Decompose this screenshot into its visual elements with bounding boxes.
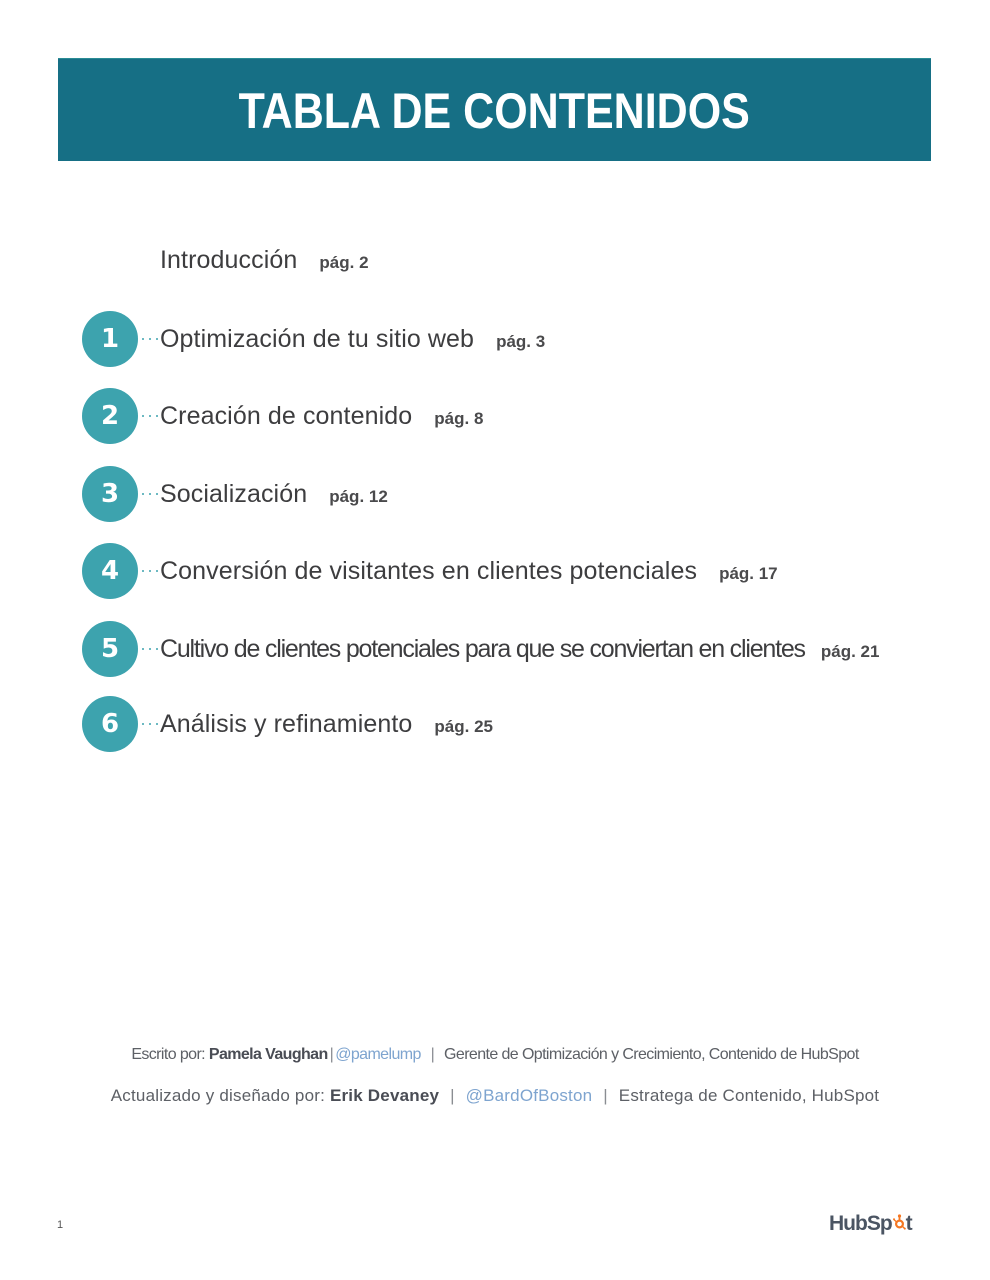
- chapter-number-badge: 2: [82, 388, 138, 444]
- logo-text-end: t: [905, 1212, 912, 1235]
- toc-item-page: pág. 8: [434, 408, 484, 428]
- toc-item-title: Creación de contenido: [160, 401, 413, 430]
- credit-separator: |: [603, 1086, 608, 1105]
- author-name: Pamela Vaughan: [208, 1046, 328, 1063]
- dotted-leader-icon: [138, 648, 160, 650]
- dotted-leader-icon: [138, 415, 160, 417]
- chapter-number-badge: 6: [82, 696, 138, 752]
- credit-separator: |: [450, 1086, 455, 1105]
- designer-name: Erik Devaney: [329, 1086, 440, 1105]
- author-role: Gerente de Optimización y Crecimiento, Contenido de HubSpot: [444, 1046, 859, 1063]
- toc-item-5[interactable]: [82, 621, 879, 677]
- toc-item-page: pág. 21: [820, 641, 880, 661]
- toc-item-title: Optimización de tu sitio web: [160, 324, 475, 353]
- chapter-number-badge: 5: [82, 621, 138, 677]
- toc-item-3[interactable]: [82, 466, 388, 522]
- credit-separator: |: [430, 1046, 435, 1063]
- dotted-leader-icon: [138, 493, 160, 495]
- dotted-leader-icon: [138, 570, 160, 572]
- toc-item-4[interactable]: [82, 543, 778, 599]
- toc-item-2[interactable]: [82, 388, 483, 444]
- designer-role: Estratega de Contenido, HubSpot: [618, 1086, 880, 1105]
- credits-updated-by: [0, 1086, 990, 1106]
- credit-separator: |: [329, 1046, 334, 1063]
- header-banner: [58, 58, 931, 161]
- toc-item-title: Socialización: [160, 479, 308, 508]
- toc-item-title: Conversión de visitantes en clientes potenciales: [160, 556, 698, 585]
- chapter-number-badge: 1: [82, 311, 138, 367]
- dotted-leader-icon: [138, 723, 160, 725]
- toc-item-page: pág. 25: [434, 716, 494, 736]
- toc-intro-page: pág. 2: [319, 252, 369, 272]
- chapter-number-badge: 3: [82, 466, 138, 522]
- toc-item-title: Cultivo de clientes potenciales para que se conviertan en clientes: [160, 634, 805, 663]
- dotted-leader-icon: [138, 338, 160, 340]
- chapter-number-badge: 4: [82, 543, 138, 599]
- author-handle-link[interactable]: @pamelump: [335, 1046, 421, 1063]
- toc-item-1[interactable]: [82, 311, 545, 367]
- designer-handle-link[interactable]: @BardOfBoston: [465, 1086, 593, 1105]
- hubspot-logo: [829, 1212, 912, 1236]
- toc-item-6[interactable]: [82, 696, 493, 752]
- toc-item-title: Análisis y refinamiento: [160, 709, 413, 738]
- toc-item-page: pág. 12: [329, 486, 388, 506]
- page-number: 1: [57, 1219, 64, 1231]
- toc-intro-title: Introducción: [160, 245, 298, 274]
- credits-written-by: [0, 1046, 990, 1064]
- credit-label: Actualizado y diseñado por:: [110, 1086, 326, 1105]
- credit-label: Escrito por:: [131, 1046, 206, 1063]
- page-title: TABLA DE CONTENIDOS: [238, 83, 751, 139]
- toc-intro[interactable]: [160, 240, 369, 280]
- toc-item-page: pág. 17: [719, 563, 778, 583]
- sprocket-icon: [893, 1218, 906, 1231]
- toc-item-page: pág. 3: [496, 331, 546, 351]
- logo-text-start: HubSp: [829, 1212, 892, 1235]
